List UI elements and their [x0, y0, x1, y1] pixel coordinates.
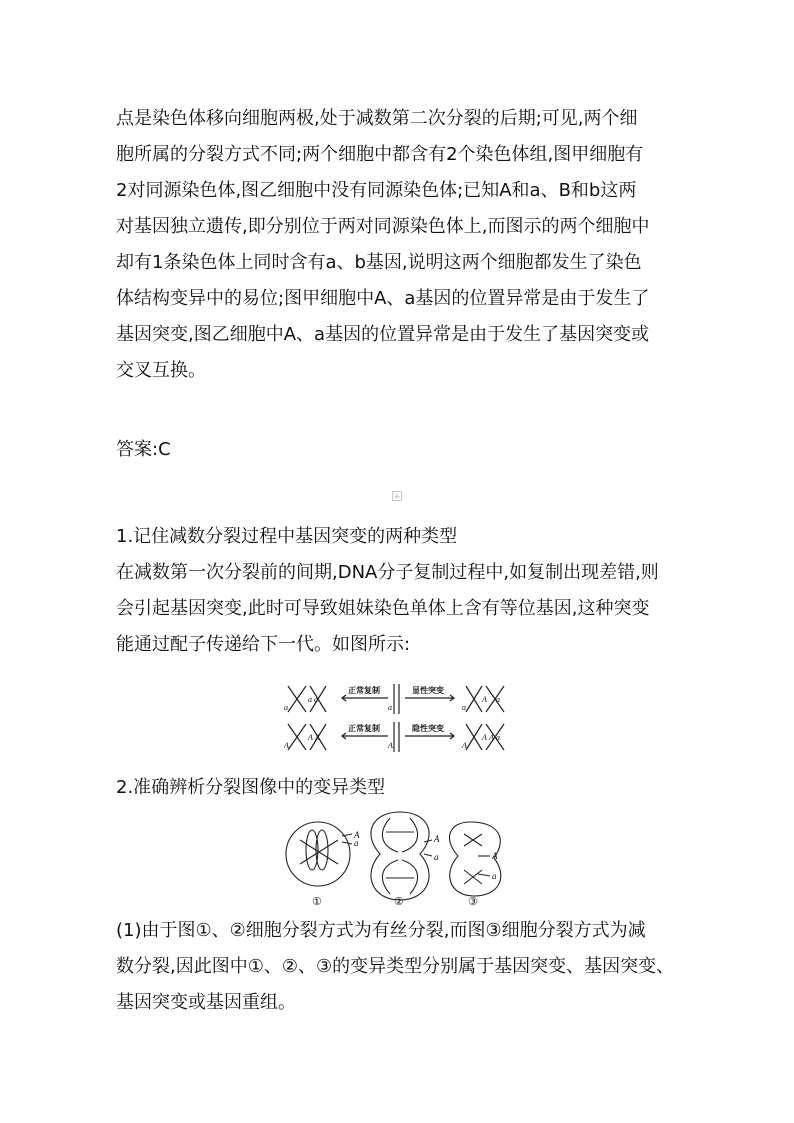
- cell-label-3: ③: [468, 896, 478, 908]
- variation-paragraph: [116, 913, 686, 1021]
- gene-label: A: [434, 834, 440, 844]
- text-line: 体结构变异中的易位;图甲细胞中A、a基因的位置异常是由于发生了: [116, 288, 650, 309]
- text-line: (1)由于图①、②细胞分裂方式为有丝分裂,而图③细胞分裂方式为减: [116, 920, 646, 941]
- text-line: 胞所属的分裂方式不同;两个细胞中都含有2个染色体组,图甲细胞有: [116, 144, 644, 165]
- label-recessive-mutation: 隐性突变: [412, 724, 444, 733]
- gene-label: a: [434, 852, 439, 862]
- section-heading-2: [116, 770, 686, 806]
- answer-line: [116, 432, 686, 468]
- mutation-diagram: [284, 680, 510, 756]
- label-dominant-mutation: 显性突变: [412, 686, 444, 695]
- gene-label: a: [462, 703, 466, 712]
- gene-label: A: [284, 741, 289, 750]
- label-normal-replication-bottom: 正常复制: [348, 724, 380, 733]
- mutation-paragraph: [116, 555, 686, 663]
- gene-label: a: [388, 703, 392, 712]
- gene-label: a: [284, 703, 288, 712]
- text-line: 基因突变,图乙细胞中A、a基因的位置异常是由于发生了基因突变或: [116, 324, 650, 345]
- gene-label: A: [482, 733, 487, 742]
- text-line: 能通过配子传递给下一代。如图所示:: [116, 634, 411, 655]
- text-line: 点是染色体移向细胞两极,处于减数第二次分裂的后期;可见,两个细: [116, 108, 638, 129]
- gene-label: a: [492, 871, 497, 881]
- gene-label: A: [482, 695, 487, 704]
- gene-label: A: [492, 851, 498, 861]
- explanation-paragraph: [116, 101, 686, 389]
- gene-label: A: [308, 733, 313, 742]
- gene-label: a: [308, 695, 312, 704]
- section-heading-1: [116, 519, 686, 555]
- text-line: 对基因独立遗传,即分别位于两对同源染色体上,而图示的两个细胞中: [116, 216, 650, 237]
- cell-division-diagram: [282, 804, 514, 908]
- gene-label: A: [489, 733, 494, 742]
- gene-label: A: [462, 741, 467, 750]
- text-line: 却有1条染色体上同时含有a、b基因,说明这两个细胞都发生了染色: [116, 252, 642, 273]
- cell-label-1: ①: [312, 896, 322, 908]
- heading-text: 1.记住减数分裂过程中基因突变的两种类型: [116, 526, 458, 547]
- gene-label: a: [314, 695, 318, 704]
- text-line: 2对同源染色体,图乙细胞中没有同源染色体;已知A和a、B和b这两: [116, 180, 637, 201]
- heading-text: 2.准确辨析分裂图像中的变异类型: [116, 777, 386, 798]
- text-line: 在减数第一次分裂前的间期,DNA分子复制过程中,如复制出现差错,则: [116, 562, 659, 583]
- text-line: 基因突变或基因重组。: [116, 992, 296, 1013]
- label-normal-replication-top: 正常复制: [348, 686, 380, 695]
- gene-label: A: [388, 741, 393, 750]
- gene-label: a: [496, 733, 500, 742]
- text-line: 会引起基因突变,此时可导致姐妹染色单体上含有等位基因,这种突变: [116, 598, 650, 619]
- gene-label: a: [354, 838, 359, 848]
- text-line: 交叉互换。: [116, 360, 206, 381]
- answer-text: 答案:C: [116, 439, 171, 460]
- gene-label: A: [315, 733, 320, 742]
- gene-label: A: [354, 830, 360, 840]
- text-line: 数分裂,因此图中①、②、③的变异类型分别属于基因突变、基因突变、: [116, 956, 675, 977]
- gene-label: a: [496, 695, 500, 704]
- cell-label-2: ②: [394, 896, 404, 908]
- image-placeholder-icon: [392, 491, 402, 501]
